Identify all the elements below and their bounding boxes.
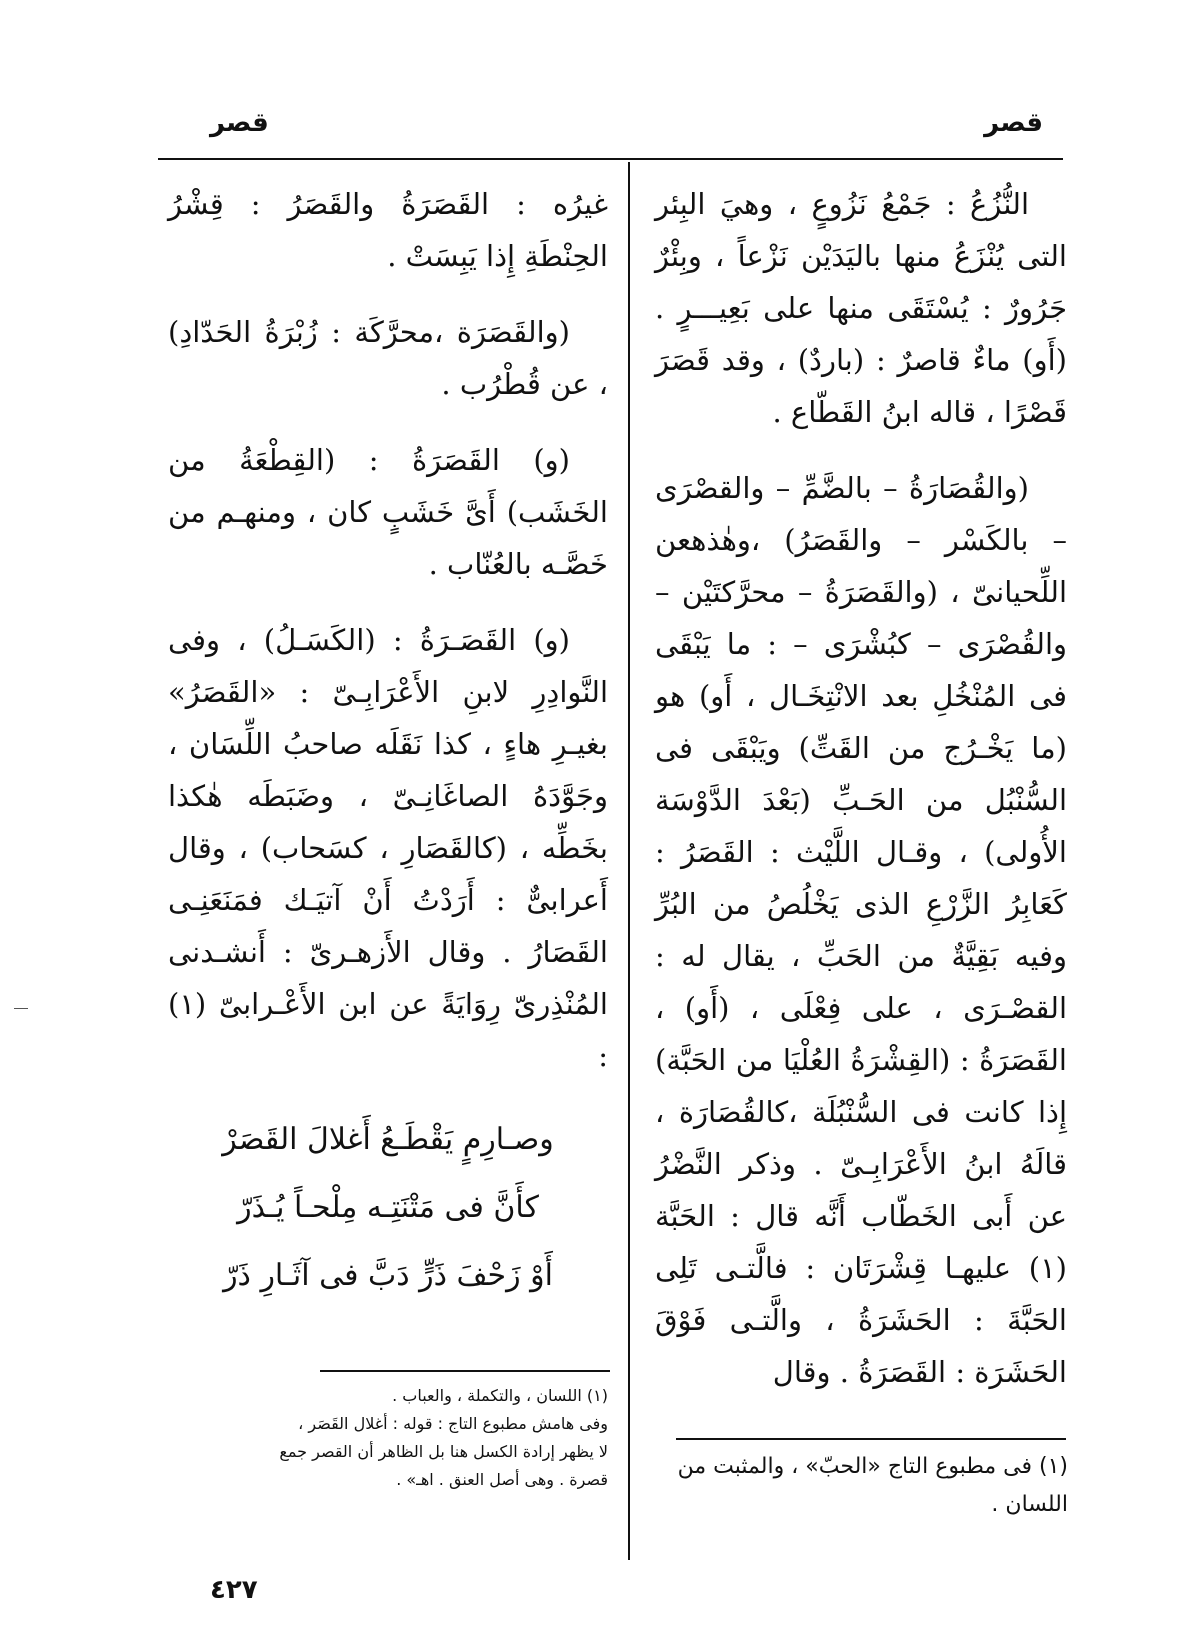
footnote-line: لا يظهر إرادة الكسل هنا بل الظاهر أن القصر جمع — [279, 1442, 608, 1461]
right-column — [655, 178, 1067, 1422]
footnotes-right — [668, 1448, 1068, 1524]
footnote-rule-left — [320, 1370, 610, 1372]
verse-line: كأَنَّ فى مَتْنَتِـه مِلْحـاً يُـذَرّ — [237, 1190, 539, 1225]
paragraph: غيرُه : القَصَرَةُ والقَصَرُ : قِشْرُ الحِنْطَةِ إِذا يَبِسَتْ . — [168, 187, 608, 273]
footnote-rule-right — [676, 1438, 1066, 1440]
footnote-line: قصرة . وهى أصل العنق . اهـ» . — [396, 1470, 608, 1489]
paragraph: (والقَصَرَة ،محرَّكَة : زُبْرَةُ الحَدّادِ) ، عن قُطْرُب . — [168, 315, 608, 401]
paragraph: النُّزُعُ : جَمْعُ نَزُوعٍ ، وهيَ البِئر التى يُنْزَعُ منها باليَدَيْن نَزْعاً ، وبِئْرٌ جَرُورٌ : يُسْتَقَى منها على بَعِيـــرٍ . (أَو) ماءٌ قاصرٌ : (باردٌ) ، وقد قَصَرَ قَصْرًا ، قاله ابنُ القَطّاع . — [655, 187, 1067, 429]
footnotes-left — [168, 1382, 608, 1494]
paragraph: (و) القَصَرَةُ : (القِطْعَةُ من الخَشَب) أَىَّ خَشَبٍ كان ، ومنهـم من خَصَّـه بالعُنّاب . — [168, 443, 608, 581]
header-rule — [158, 158, 1063, 160]
footnote-line: (١) اللسان ، والتكملة ، والعباب . — [392, 1386, 608, 1405]
margin-mark — [14, 1008, 28, 1009]
verse-line: وصـارِمٍ يَقْطَـعُ أَغلالَ القَصَرْ — [222, 1122, 554, 1157]
verse-line: أَوْ زَحْفَ ذَرٍّ دَبَّ فى آثَـارِ ذَرّ — [223, 1258, 553, 1293]
running-head-right: قصر — [984, 108, 1043, 138]
footnote-line: وفى هامش مطبوع التاج : قوله : أغلال القَصَر ، — [298, 1414, 608, 1433]
paragraph: (والقُصَارَةُ – بالضَّمِّ – والقصْرَى – بالكَسْر – والقَصَرُ) ،وهٰذهعن اللِّحيانىّ ، (والقَصَرَةُ – محرَّكتَيْن – والقُصْرَى – كبُشْرَى – : ما يَبْقَى فى المُنْخُلِ بعد الانْتِخَـال ، أَو) هو (ما يَخْـرُج من القَتِّ) ويَبْقَى فى السُّنْبُل من الحَـبِّ (بَعْدَ الدَّوْسَة الأُولى) ، وقـال اللَّيْث : القَصَرُ : كَعَابِرُ الزَّرْعِ الذى يَخْلُصُ من البُرِّ وفيه بَقِيَّةٌ من الحَبِّ ، يقال له : القصْـرَى ، على فِعْلَى ، (أَو) ، القَصَرَةُ : (القِشْرَةُ العُلْيَا من الحَبَّة) إِذا كانت فى السُّنْبُلَة ،كالقُصَارَة ، قالَهُ ابنُ الأَعْرَابِـىّ . وذكر النَّضْرُ عن أَبى الخَطّاب أَنَّه قال : الحَبَّة (١) عليهـا قِشْرَتَان : فالَّتـى تَلِى الحَبَّةَ : الحَشَرَةُ ، والَّتـى فَوْقَ الحَشَرَة : القَصَرَةُ . وقال — [655, 471, 1067, 1389]
running-head-left: قصر — [210, 108, 269, 138]
left-column — [168, 178, 608, 1310]
footnote-line: (١) فى مطبوع التاج «الحبّ» ، والمثبت من اللسان . — [677, 1454, 1068, 1517]
column-divider — [628, 162, 630, 1560]
page-number: ٤٢٧ — [210, 1575, 258, 1605]
paragraph: (و) القَصَـرَةُ : (الكَسَـلُ) ، وفى النَّوادِرِ لابنِ الأَعْرَابِـىّ : «القَصَرُ» بغيـرِ هاءٍ ، كذا نَقَلَه صاحبُ اللِّسَان ، وجَوَّدَهُ الصاغَانِـىّ ، وضَبَطَه هٰكذا بخَطِّه ، (كالقَصَارِ ، كسَحاب) ، وقال أَعرابىٌّ : أَرَدْتُ أَنْ آتيَـك فمَنَعَنِـى القَصَارُ . وقال الأَزهـرىّ : أَنشـدنى المُنْذِرىّ رِوَايَةً عن ابن الأَعْـرابىّ (١) : — [168, 623, 608, 1073]
